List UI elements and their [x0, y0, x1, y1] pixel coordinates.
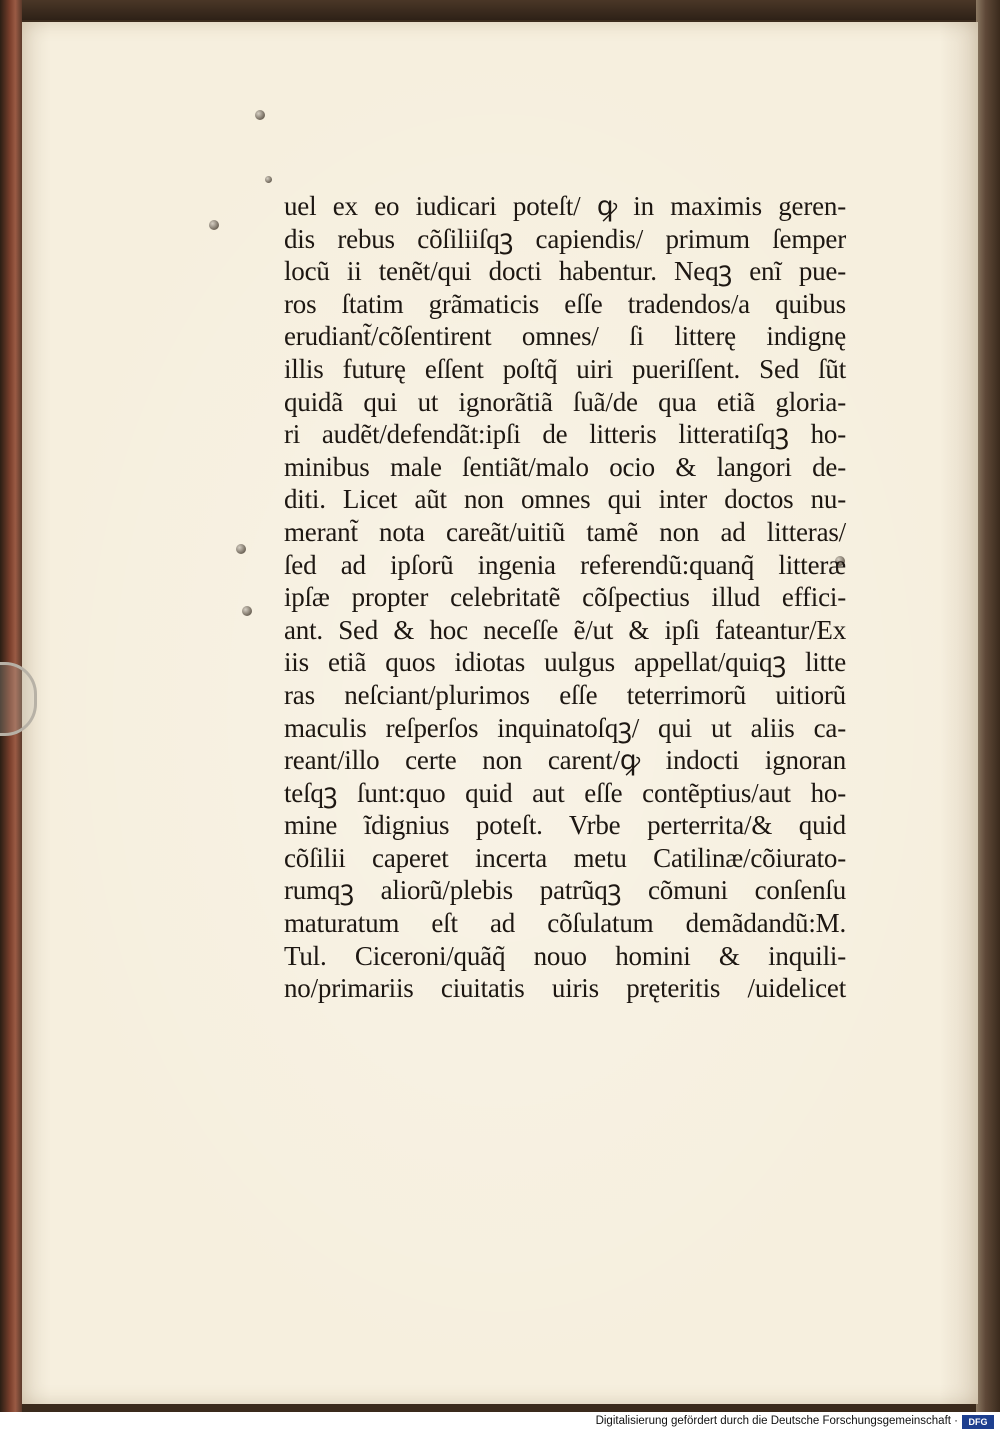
text-line: iis etiã quos idiotas uulgus appellat/quiqꝫ litte: [284, 647, 846, 678]
text-line: Tul. Ciceroni/quãq̃ nouo homini & inquili-: [284, 940, 846, 971]
book-page: [22, 22, 978, 1404]
book-cover-right-edge: [976, 0, 1000, 1412]
binding-hole-mark: [236, 544, 246, 554]
binding-hole-mark: [255, 110, 265, 120]
text-line: diti. Licet aũt non omnes qui inter doctos nu-: [284, 484, 846, 515]
binding-hole-mark: [242, 606, 252, 616]
text-line: locũ ii tenẽt/qui docti habentur. Neqꝫ enĩ pue-: [284, 256, 846, 287]
text-line: dis rebus cõſiliiſqꝫ capiendis/ primum ſemper: [284, 223, 846, 254]
text-line: no/primariis ciuitatis uiris pręteritis /uidelicet: [284, 973, 846, 1004]
text-line: mine ĩdignius poteſt. Vrbe perterrita/& quid: [284, 810, 846, 841]
text-line: minibus male ſentiãt/malo ocio & langori de-: [284, 451, 846, 482]
binding-hole-mark: [265, 176, 272, 183]
book-cover-top-edge: [0, 0, 1000, 20]
funding-credit: Digitalisierung gefördert durch die Deutsche Forschungsgemeinschaft ·: [595, 1415, 958, 1427]
dfg-logo: DFG: [962, 1415, 994, 1429]
text-line: maculis reſperſos inquinatoſqꝫ/ qui ut aliis ca-: [284, 712, 846, 743]
printed-text-block: [284, 190, 846, 1005]
text-line: merant̃ nota careãt/uitiũ tamẽ non ad litteras/: [284, 516, 846, 547]
text-line: teſqꝫ ſunt:quo quid aut eſſe contẽptius/aut ho-: [284, 777, 846, 808]
text-line: reant/illo certe non carent/ꝙ indocti ignoran: [284, 745, 846, 776]
text-line: quidã qui ut ignorãtiã ſuã/de qua etiã gloria-: [284, 386, 846, 417]
text-line: uel ex eo iudicari poteſt/ ꝙ in maximis geren-: [284, 191, 846, 221]
text-line: maturatum eſt ad cõſulatum demãdandũ:M.: [284, 908, 846, 939]
text-line: cõſilii caperet incerta metu Catilinæ/cõiurato-: [284, 842, 846, 873]
text-line: ipſæ propter celebritatẽ cõſpectius illud effici-: [284, 582, 846, 613]
text-line: erudiant̃/cõſentirent omnes/ ſi litterę indignę: [284, 321, 846, 352]
text-line: ras neſciant/plurimos eſſe teterrimorũ uitiorũ: [284, 679, 846, 710]
text-line: ros ſtatim grãmaticis eſſe tradendos/a quibus: [284, 288, 846, 319]
binding-hole-mark: [209, 220, 219, 230]
footer-bar: [0, 1412, 1000, 1433]
text-line: ant. Sed & hoc neceſſe ẽ/ut & ipſi fateantur/Ex: [284, 614, 846, 645]
text-line: ri audẽt/defendãt:ipſi de litteris litteratiſqꝫ ho-: [284, 419, 846, 450]
text-line: illis futurę eſſent poſtq̃ uiri pueriſſent. Sed ſũt: [284, 353, 846, 384]
text-line: rumqꝫ aliorũ/plebis patrũqꝫ cõmuni conſenſu: [284, 875, 846, 906]
text-line: ſed ad ipſorũ ingenia referendũ:quanq̃ litteræ: [284, 549, 846, 580]
